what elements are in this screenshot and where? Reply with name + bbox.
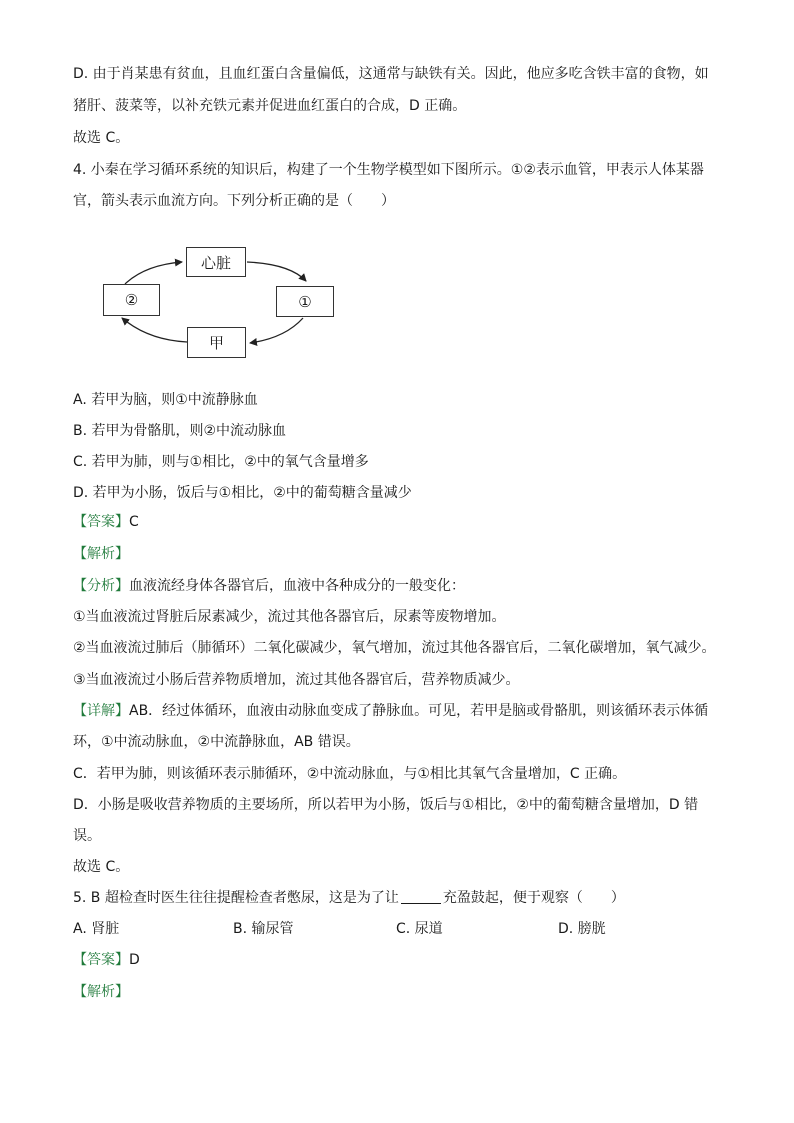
point-2: ②当血液流过肺后（肺循环）二氧化碳减少，氧气增加，流过其他各器官后，二氧化碳增加，氧气减少。	[73, 640, 716, 656]
xiangjie-line	[73, 701, 708, 721]
q5-option-c: C. 尿道	[396, 921, 443, 937]
option-c: C. 若甲为肺，则与①相比，②中的氧气含量增多	[73, 454, 369, 470]
q5-prefix: 5. B 超检查时医生往往提醒检查者憋尿，这是为了让	[73, 890, 399, 906]
option-a: A. 若甲为脑，则①中流静脉血	[73, 392, 258, 408]
organ-jia-box: 甲	[187, 327, 246, 358]
answer-value: C	[129, 514, 139, 530]
answer-line	[73, 512, 139, 532]
answer-label: 【答案】	[73, 514, 129, 530]
point-3: ③当血液流过小肠后营养物质增加，流过其他各器官后，营养物质减少。	[73, 672, 520, 688]
fenxi-line	[73, 576, 465, 596]
text-line: D. 由于肖某患有贫血，且血红蛋白含量偏低，这通常与缺铁有关。因此，他应多吃含铁丰富的食物，如	[73, 66, 709, 82]
q5-option-d: D. 膀胱	[558, 921, 606, 937]
answer-label: 【答案】	[73, 952, 129, 968]
question-4-stem: 官，箭头表示血流方向。下列分析正确的是（ ）	[73, 193, 395, 209]
text-line: D．小肠是吸收营养物质的主要场所，所以若甲为小肠，饭后与①相比，②中的葡萄糖含量增加，D 错	[73, 797, 699, 813]
fenxi-label: 【分析】	[73, 578, 129, 594]
analysis-heading	[73, 544, 129, 564]
text-line: C．若甲为肺，则该循环表示肺循环，②中流动脉血，与①相比其氧气含量增加，C 正确。	[73, 766, 627, 782]
text-line: 故选 C。	[73, 859, 130, 875]
answer-value: D	[129, 952, 140, 968]
q5-option-a: A. 肾脏	[73, 921, 120, 937]
option-d: D. 若甲为小肠，饭后与①相比，②中的葡萄糖含量减少	[73, 485, 412, 501]
xiangjie-text: AB．经过体循环，血液由动脉血变成了静脉血。可见，若甲是脑或骨骼肌，则该循环表示体循	[129, 703, 709, 719]
analysis-label: 【解析】	[73, 984, 129, 1000]
heart-box: 心脏	[186, 247, 246, 277]
text-line: 误。	[73, 828, 101, 844]
flow-arrows	[0, 0, 794, 400]
option-b: B. 若甲为骨骼肌，则②中流动脉血	[73, 423, 287, 439]
text-line: 猪肝、菠菜等，以补充铁元素并促进血红蛋白的合成，D 正确。	[73, 98, 467, 114]
answer-line	[73, 950, 140, 970]
question-5-stem	[73, 888, 625, 908]
q5-suffix: 充盈鼓起，便于观察（ ）	[442, 890, 625, 906]
analysis-heading	[73, 982, 129, 1002]
text-line: 环，①中流动脉血，②中流静脉血，AB 错误。	[73, 734, 360, 750]
point-1: ①当血液流过肾脏后尿素减少，流过其他各器官后，尿素等废物增加。	[73, 609, 506, 625]
vessel-1-box: ①	[276, 286, 334, 317]
xiangjie-label: 【详解】	[73, 703, 129, 719]
vessel-2-box: ②	[103, 284, 160, 316]
analysis-label: 【解析】	[73, 546, 129, 562]
question-4-stem: 4. 小秦在学习循环系统的知识后，构建了一个生物学模型如下图所示。①②表示血管，甲表示人体某器	[73, 162, 704, 178]
text-line: 故选 C。	[73, 130, 130, 146]
fill-blank	[401, 889, 441, 904]
q5-option-b: B. 输尿管	[233, 921, 294, 937]
fenxi-text: 血液流经身体各器官后，血液中各种成分的一般变化：	[129, 578, 465, 594]
